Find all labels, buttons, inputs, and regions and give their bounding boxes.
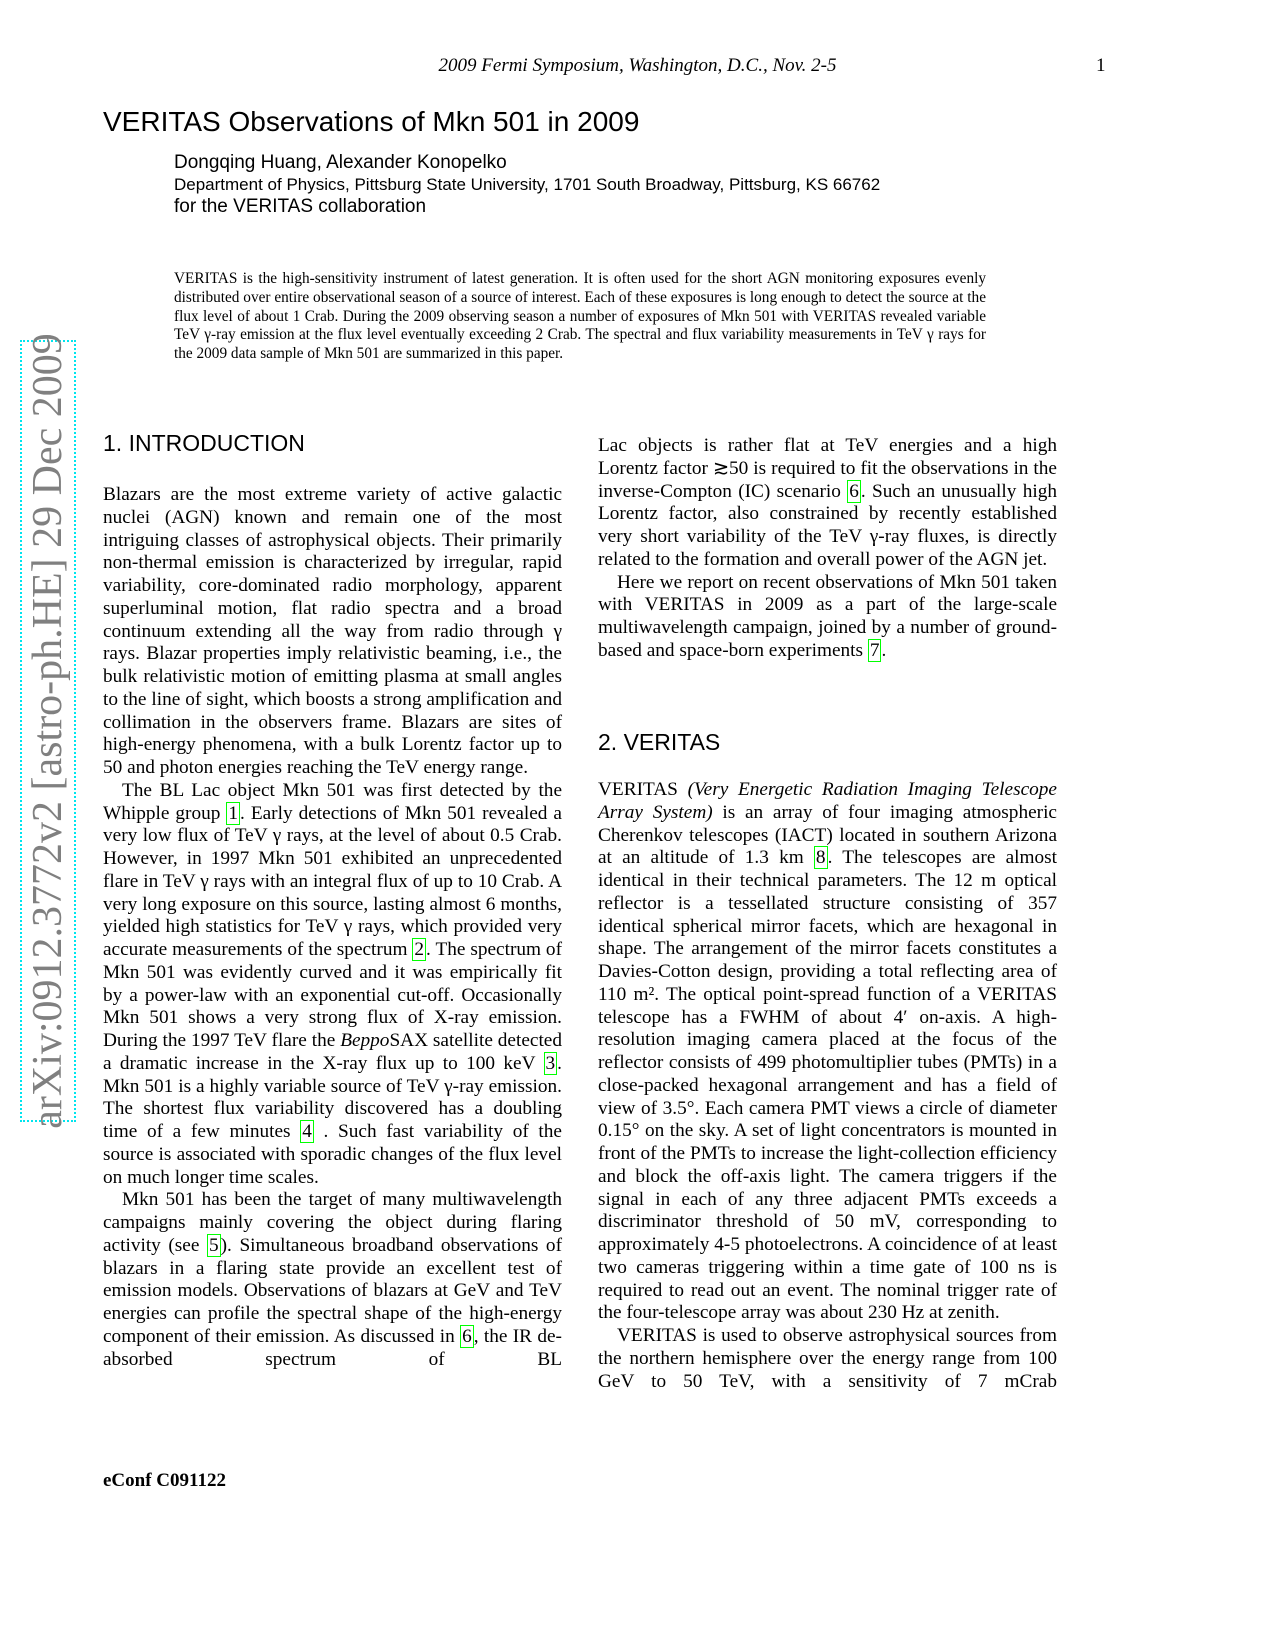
author-block [174,152,880,218]
arxiv-stamp-text: arXiv:0912.3772v2 [astro-ph.HE] 29 Dec 2009 [25,333,71,1129]
text-run: Blazars are the most extreme variety of active galactic nuclei (AGN) known and remain one of the most intriguing classes of astrophysical objects. Their primarily non-thermal emission is characterized by irregular, rapid variability, core-dominated radio morphology, apparent superluminal motion, flat radio spectra and a broad continuum extending all the way from radio through γ rays. Blazar properties imply relativistic beaming, i.e., the bulk relativistic motion of emitting plasma at small angles to the line of sight, which boosts a strong amplification and collimation in the observers frame. Blazars are sites of high-energy phenomena, with a bulk Lorentz factor up to 50 and photon energies reaching the TeV energy range. [103,484,562,778]
footer-conf-id: eConf C091122 [103,1470,226,1491]
running-header: 2009 Fermi Symposium, Washington, D.C., Nov. 2-5 [438,55,837,76]
paragraph [598,1325,1057,1393]
text-run: . Mkn 501 is a highly variable source of TeV γ-ray emission. The shortest flux variability discovered has a doubling time of a few minutes [103,1052,562,1142]
text-run: . The spectrum of Mkn 501 was evidently curved and it was empirically fit by a power-law with an exponential cut-off. Occasionally Mkn 501 shows a very strong flux of X-ray emission. During the 1997 TeV flare the [103,939,562,1051]
right-column-top [598,435,1057,663]
italic-text: (Very Energetic Radiation Imaging Telescope Array System) [598,779,1057,823]
paragraph [103,780,562,1190]
text-run: The BL Lac object Mkn 501 was first detected by the Whipple group [103,779,562,824]
arxiv-stamp[interactable] [20,333,76,1129]
citation-link[interactable]: 3 [545,1052,556,1074]
text-run: ). Simultaneous broadband observations of blazars in a flaring state provide an excellent test of emission models. Observations of blazars at GeV and TeV energies can profile the spectral shape of the high-energy component of their emission. As discussed in [103,1234,562,1347]
text-run: . The telescopes are almost identical in their technical parameters. The 12 m optical reflector is a tessellated structure consisting of 357 identical spherical mirror facets, which are hexagonal in shape. The arrangement of the mirror facets constitutes a Davies-Cotton design, providing a total reflecting area of 110 m². The optical point-spread function of a VERITAS telescope has a FWHM of about 4′ on-axis. A high-resolution imaging camera placed at the focus of the reflector consists of 499 photomultiplier tubes (PMTs) in a close-packed hexagonal arrangement and has a field of view of 3.5°. Each camera PMT views a circle of diameter 0.15° on the sky. A set of light concentrators is mounted in front of the PMTs to increase the light-collection efficiency and block the off-axis light. The camera triggers if the signal in each of any three adjacent PMTs exceeds a discriminator threshold of 50 mV, corresponding to approximately 4-5 photoelectrons. A coincidence of at least two cameras triggering within a time gate of 100 ns is required to read out an event. The nominal trigger rate of the four-telescope array was about 230 Hz at zenith. [598,847,1057,1324]
text-run: VERITAS [598,779,688,800]
text-run: SAX satellite detected a dramatic increase in the X-ray flux up to 100 keV [103,1030,562,1074]
citation-link[interactable]: 4 [302,1121,312,1142]
left-column [103,484,562,1371]
paragraph [598,572,1057,663]
text-run: Here we report on recent observations of Mkn 501 taken with VERITAS in 2009 as a part of the large-scale multiwavelength campaign, joined by a number of ground-based and space-born experiments [598,571,1057,661]
text-run: VERITAS is used to observe astrophysical sources from the northern hemisphere over the energy range from 100 GeV to 50 TeV, with a sensitivity of 7 mCrab [598,1325,1057,1392]
page-number: 1 [1096,55,1106,76]
citation-link[interactable]: 1 [228,802,239,824]
affiliation: Department of Physics, Pittsburg State University, 1701 South Broadway, Pittsburg, KS 66762 [174,175,881,194]
paragraph [598,779,1057,1325]
italic-text: Beppo [340,1030,390,1051]
text-run: . [881,639,887,661]
authors: Dongqing Huang, Alexander Konopelko [174,152,507,173]
citation-link[interactable]: 8 [815,847,826,869]
paragraph [103,484,562,780]
text-run: . Such an unusually high Lorentz factor, also constrained by recently established very short variability of the TeV γ-ray fluxes, is directly related to the formation and overall power of the AGN jet. [598,480,1057,570]
paragraph [103,1189,562,1371]
section-heading-veritas: 2. VERITAS [598,729,721,755]
paper-title: VERITAS Observations of Mkn 501 in 2009 [103,106,640,137]
text-run: . Such fast variability of the source is associated with sporadic changes of the flux level on much longer time scales. [103,1121,562,1188]
section-heading-introduction: 1. INTRODUCTION [103,430,305,456]
text-run: . Early detections of Mkn 501 revealed a very low flux of TeV γ rays, at the level of about 0.5 Crab. However, in 1997 Mkn 501 exhibited an unprecedented flare in TeV γ rays with an integral flux of up to 10 Crab. A very long exposure on this source, lasting almost 6 months, yielded high statistics for TeV γ rays, which provided very accurate measurements of the spectrum [103,802,562,960]
text-run: Mkn 501 has been the target of many multiwavelength campaigns mainly covering the object during flaring activity (see [103,1189,562,1256]
abstract: VERITAS is the high-sensitivity instrument of latest generation. It is often used for the short AGN monitoring exposures evenly distributed over entire observational season of a source of interest. Each of these exposures is long enough to detect the source at the flux level of about 1 Crab. During the 2009 observing season a number of exposures of Mkn 501 with VERITAS revealed variable TeV γ-ray emission at the flux level eventually exceeding 2 Crab. The spectral and flux variability measurements in TeV γ rays for the 2009 data sample of Mkn 501 are summarized in this paper. [174,270,986,363]
citation-link[interactable]: 5 [209,1234,219,1256]
text-run: , the IR de-absorbed spectrum of BL [103,1325,562,1370]
text-run: is an array of four imaging atmospheric Cherenkov telescopes (IACT) located in southern Arizona at an altitude of 1.3 km [598,801,1057,869]
citation-link[interactable]: 7 [869,639,880,661]
right-column-bottom [598,779,1057,1393]
text-run: Lac objects is rather flat at TeV energies and a high Lorentz factor ≳50 is required to fit the observations in the inverse-Compton (IC) scenario [598,435,1057,502]
citation-link[interactable]: 6 [462,1325,472,1347]
citation-link[interactable]: 6 [849,480,859,502]
collaboration: for the VERITAS collaboration [174,196,427,217]
paragraph [598,435,1057,572]
citation-link[interactable]: 2 [414,939,425,960]
